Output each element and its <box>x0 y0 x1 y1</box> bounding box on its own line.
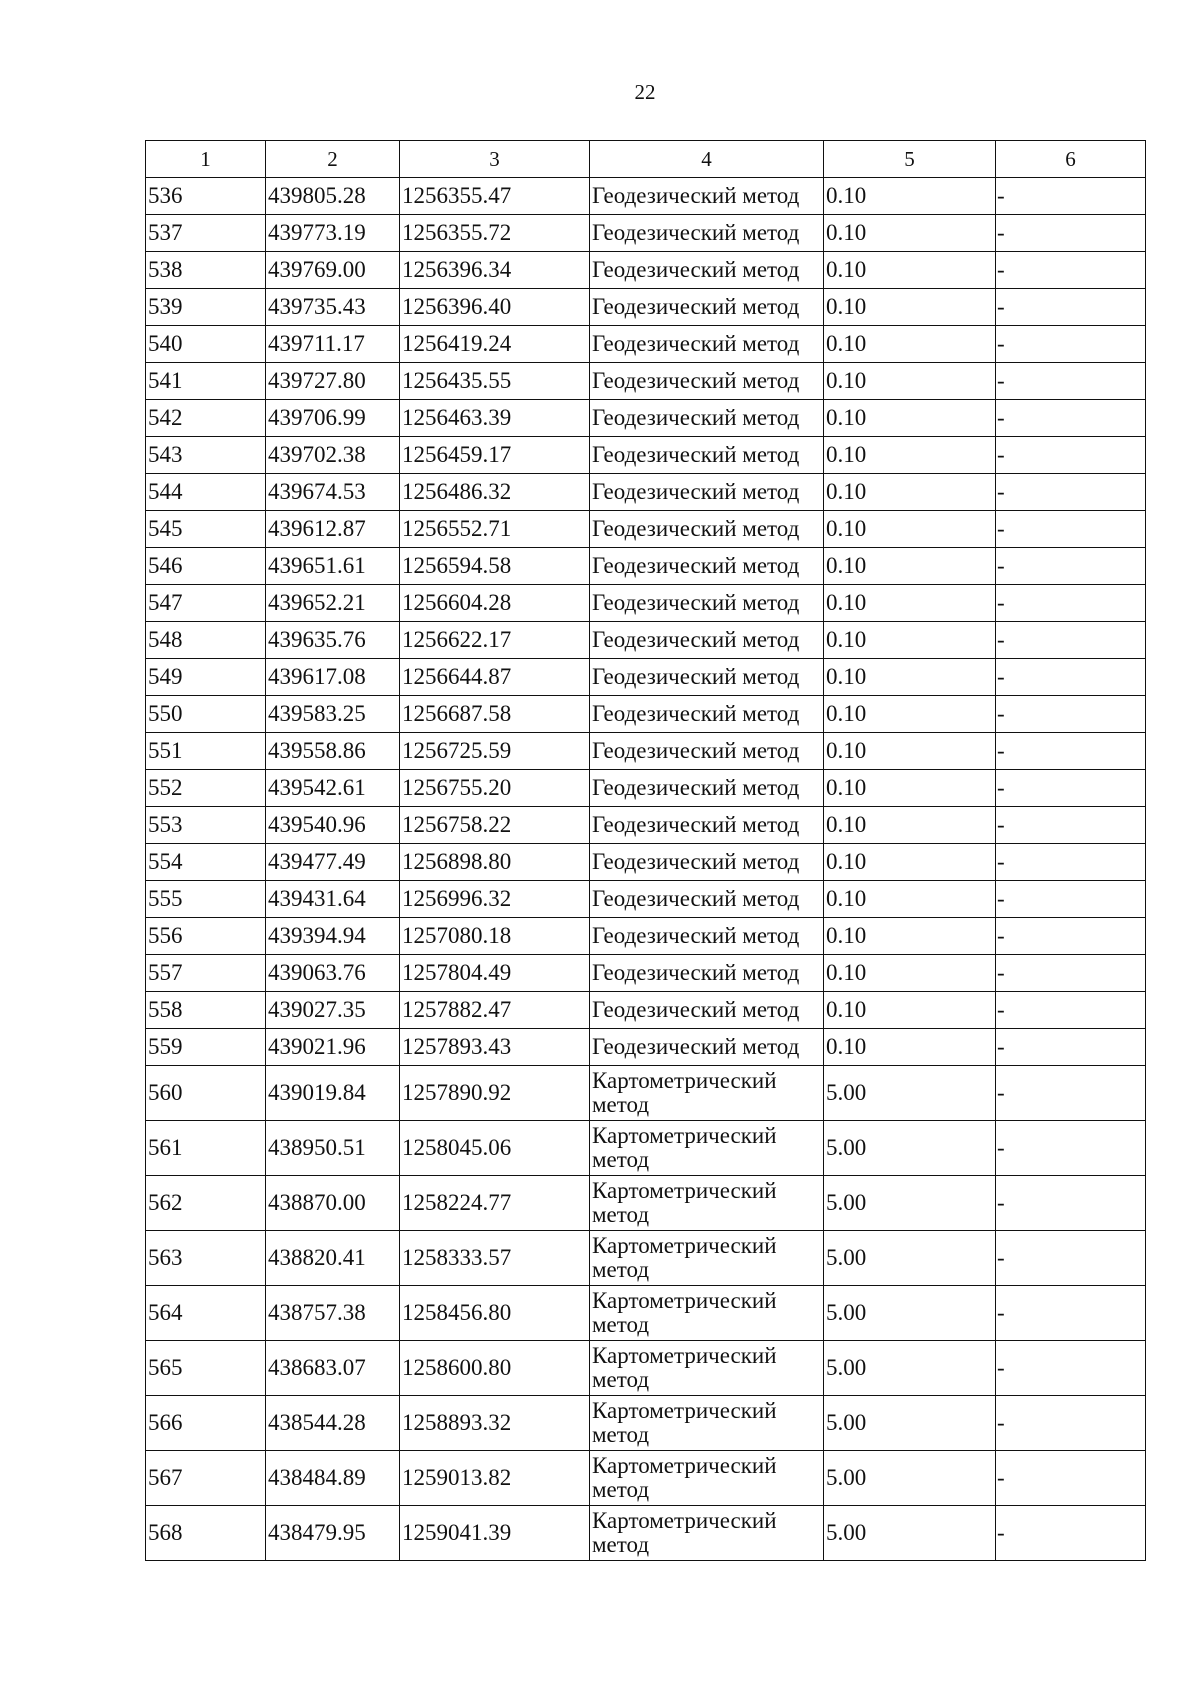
accuracy-cell: 0.10 <box>824 696 996 733</box>
method-cell: Геодезический метод <box>590 585 824 622</box>
accuracy-cell: 5.00 <box>824 1176 996 1231</box>
accuracy-cell: 5.00 <box>824 1341 996 1396</box>
y-coordinate-cell: 1257804.49 <box>400 955 590 992</box>
column-header-3: 3 <box>400 141 590 178</box>
y-coordinate-cell: 1256898.80 <box>400 844 590 881</box>
y-coordinate-cell: 1258045.06 <box>400 1121 590 1176</box>
x-coordinate-cell: 439711.17 <box>266 326 400 363</box>
method-cell: Геодезический метод <box>590 955 824 992</box>
x-coordinate-cell: 439583.25 <box>266 696 400 733</box>
point-number-cell: 565 <box>146 1341 266 1396</box>
accuracy-cell: 5.00 <box>824 1396 996 1451</box>
x-coordinate-cell: 438757.38 <box>266 1286 400 1341</box>
y-coordinate-cell: 1256644.87 <box>400 659 590 696</box>
point-number-cell: 563 <box>146 1231 266 1286</box>
y-coordinate-cell: 1257893.43 <box>400 1029 590 1066</box>
y-coordinate-cell: 1258333.57 <box>400 1231 590 1286</box>
method-cell: Картометрический метод <box>590 1231 824 1286</box>
table-row <box>146 437 1146 474</box>
accuracy-cell: 0.10 <box>824 659 996 696</box>
description-cell: - <box>996 1451 1146 1506</box>
x-coordinate-cell: 439805.28 <box>266 178 400 215</box>
accuracy-cell: 0.10 <box>824 622 996 659</box>
y-coordinate-cell: 1256604.28 <box>400 585 590 622</box>
y-coordinate-cell: 1256396.34 <box>400 252 590 289</box>
x-coordinate-cell: 439477.49 <box>266 844 400 881</box>
description-cell: - <box>996 918 1146 955</box>
accuracy-cell: 0.10 <box>824 992 996 1029</box>
table-row <box>146 548 1146 585</box>
accuracy-cell: 5.00 <box>824 1286 996 1341</box>
x-coordinate-cell: 439635.76 <box>266 622 400 659</box>
accuracy-cell: 5.00 <box>824 1506 996 1561</box>
method-cell: Картометрический метод <box>590 1451 824 1506</box>
method-cell: Геодезический метод <box>590 178 824 215</box>
point-number-cell: 557 <box>146 955 266 992</box>
y-coordinate-cell: 1256622.17 <box>400 622 590 659</box>
table-row <box>146 622 1146 659</box>
x-coordinate-cell: 439652.21 <box>266 585 400 622</box>
accuracy-cell: 0.10 <box>824 881 996 918</box>
table-row <box>146 1396 1146 1451</box>
table-row <box>146 918 1146 955</box>
accuracy-cell: 0.10 <box>824 178 996 215</box>
method-cell: Геодезический метод <box>590 696 824 733</box>
point-number-cell: 545 <box>146 511 266 548</box>
method-cell: Картометрический метод <box>590 1286 824 1341</box>
y-coordinate-cell: 1256419.24 <box>400 326 590 363</box>
y-coordinate-cell: 1257882.47 <box>400 992 590 1029</box>
page-number: 22 <box>634 80 656 104</box>
table-row <box>146 585 1146 622</box>
point-number-cell: 567 <box>146 1451 266 1506</box>
description-cell: - <box>996 733 1146 770</box>
point-number-cell: 566 <box>146 1396 266 1451</box>
y-coordinate-cell: 1256435.55 <box>400 363 590 400</box>
point-number-cell: 544 <box>146 474 266 511</box>
table-row <box>146 474 1146 511</box>
y-coordinate-cell: 1256755.20 <box>400 770 590 807</box>
point-number-cell: 550 <box>146 696 266 733</box>
accuracy-cell: 0.10 <box>824 326 996 363</box>
description-cell: - <box>996 178 1146 215</box>
point-number-cell: 541 <box>146 363 266 400</box>
table-row <box>146 511 1146 548</box>
point-number-cell: 564 <box>146 1286 266 1341</box>
table-row <box>146 1121 1146 1176</box>
x-coordinate-cell: 439063.76 <box>266 955 400 992</box>
accuracy-cell: 0.10 <box>824 289 996 326</box>
method-cell: Геодезический метод <box>590 548 824 585</box>
x-coordinate-cell: 439773.19 <box>266 215 400 252</box>
x-coordinate-cell: 439674.53 <box>266 474 400 511</box>
accuracy-cell: 0.10 <box>824 770 996 807</box>
point-number-cell: 548 <box>146 622 266 659</box>
description-cell: - <box>996 252 1146 289</box>
accuracy-cell: 0.10 <box>824 548 996 585</box>
description-cell: - <box>996 622 1146 659</box>
table-row <box>146 215 1146 252</box>
x-coordinate-cell: 438870.00 <box>266 1176 400 1231</box>
description-cell: - <box>996 955 1146 992</box>
table-row <box>146 1231 1146 1286</box>
point-number-cell: 552 <box>146 770 266 807</box>
accuracy-cell: 5.00 <box>824 1121 996 1176</box>
table-row <box>146 1506 1146 1561</box>
point-number-cell: 540 <box>146 326 266 363</box>
y-coordinate-cell: 1256594.58 <box>400 548 590 585</box>
method-cell: Геодезический метод <box>590 918 824 955</box>
x-coordinate-cell: 439027.35 <box>266 992 400 1029</box>
y-coordinate-cell: 1256725.59 <box>400 733 590 770</box>
table-row <box>146 400 1146 437</box>
x-coordinate-cell: 439431.64 <box>266 881 400 918</box>
description-cell: - <box>996 511 1146 548</box>
y-coordinate-cell: 1256463.39 <box>400 400 590 437</box>
y-coordinate-cell: 1258600.80 <box>400 1341 590 1396</box>
x-coordinate-cell: 438950.51 <box>266 1121 400 1176</box>
accuracy-cell: 0.10 <box>824 585 996 622</box>
method-cell: Геодезический метод <box>590 252 824 289</box>
point-number-cell: 560 <box>146 1066 266 1121</box>
point-number-cell: 556 <box>146 918 266 955</box>
point-number-cell: 551 <box>146 733 266 770</box>
method-cell: Геодезический метод <box>590 807 824 844</box>
description-cell: - <box>996 659 1146 696</box>
method-cell: Геодезический метод <box>590 992 824 1029</box>
y-coordinate-cell: 1258224.77 <box>400 1176 590 1231</box>
accuracy-cell: 0.10 <box>824 363 996 400</box>
x-coordinate-cell: 439617.08 <box>266 659 400 696</box>
table-row <box>146 1029 1146 1066</box>
description-cell: - <box>996 363 1146 400</box>
point-number-cell: 547 <box>146 585 266 622</box>
y-coordinate-cell: 1256459.17 <box>400 437 590 474</box>
table-row <box>146 289 1146 326</box>
x-coordinate-cell: 439769.00 <box>266 252 400 289</box>
point-number-cell: 537 <box>146 215 266 252</box>
method-cell: Картометрический метод <box>590 1121 824 1176</box>
point-number-cell: 546 <box>146 548 266 585</box>
x-coordinate-cell: 438683.07 <box>266 1341 400 1396</box>
point-number-cell: 554 <box>146 844 266 881</box>
column-header-4: 4 <box>590 141 824 178</box>
point-number-cell: 562 <box>146 1176 266 1231</box>
column-header-6: 6 <box>996 141 1146 178</box>
point-number-cell: 536 <box>146 178 266 215</box>
y-coordinate-cell: 1259041.39 <box>400 1506 590 1561</box>
description-cell: - <box>996 770 1146 807</box>
x-coordinate-cell: 439019.84 <box>266 1066 400 1121</box>
description-cell: - <box>996 1176 1146 1231</box>
method-cell: Геодезический метод <box>590 474 824 511</box>
accuracy-cell: 0.10 <box>824 844 996 881</box>
table-row <box>146 326 1146 363</box>
method-cell: Картометрический метод <box>590 1066 824 1121</box>
y-coordinate-cell: 1256355.47 <box>400 178 590 215</box>
point-number-cell: 559 <box>146 1029 266 1066</box>
description-cell: - <box>996 1121 1146 1176</box>
y-coordinate-cell: 1258893.32 <box>400 1396 590 1451</box>
x-coordinate-cell: 438544.28 <box>266 1396 400 1451</box>
y-coordinate-cell: 1257890.92 <box>400 1066 590 1121</box>
accuracy-cell: 0.10 <box>824 215 996 252</box>
y-coordinate-cell: 1259013.82 <box>400 1451 590 1506</box>
description-cell: - <box>996 215 1146 252</box>
accuracy-cell: 0.10 <box>824 437 996 474</box>
column-header-2: 2 <box>266 141 400 178</box>
table-row <box>146 1176 1146 1231</box>
point-number-cell: 539 <box>146 289 266 326</box>
accuracy-cell: 0.10 <box>824 474 996 511</box>
table-row <box>146 696 1146 733</box>
column-header-1: 1 <box>146 141 266 178</box>
x-coordinate-cell: 439558.86 <box>266 733 400 770</box>
method-cell: Геодезический метод <box>590 363 824 400</box>
table-row <box>146 881 1146 918</box>
x-coordinate-cell: 439702.38 <box>266 437 400 474</box>
table-row <box>146 844 1146 881</box>
point-number-cell: 568 <box>146 1506 266 1561</box>
description-cell: - <box>996 437 1146 474</box>
x-coordinate-cell: 439727.80 <box>266 363 400 400</box>
accuracy-cell: 5.00 <box>824 1451 996 1506</box>
y-coordinate-cell: 1256996.32 <box>400 881 590 918</box>
description-cell: - <box>996 548 1146 585</box>
x-coordinate-cell: 439612.87 <box>266 511 400 548</box>
x-coordinate-cell: 439394.94 <box>266 918 400 955</box>
accuracy-cell: 0.10 <box>824 807 996 844</box>
description-cell: - <box>996 585 1146 622</box>
description-cell: - <box>996 1066 1146 1121</box>
accuracy-cell: 0.10 <box>824 918 996 955</box>
y-coordinate-cell: 1257080.18 <box>400 918 590 955</box>
x-coordinate-cell: 439542.61 <box>266 770 400 807</box>
y-coordinate-cell: 1258456.80 <box>400 1286 590 1341</box>
accuracy-cell: 0.10 <box>824 955 996 992</box>
table-row <box>146 733 1146 770</box>
y-coordinate-cell: 1256687.58 <box>400 696 590 733</box>
method-cell: Геодезический метод <box>590 770 824 807</box>
table-row <box>146 1286 1146 1341</box>
description-cell: - <box>996 844 1146 881</box>
table-row <box>146 955 1146 992</box>
description-cell: - <box>996 1396 1146 1451</box>
description-cell: - <box>996 1231 1146 1286</box>
point-number-cell: 549 <box>146 659 266 696</box>
method-cell: Геодезический метод <box>590 659 824 696</box>
coordinates-table <box>145 140 1146 1561</box>
method-cell: Картометрический метод <box>590 1341 824 1396</box>
description-cell: - <box>996 807 1146 844</box>
point-number-cell: 555 <box>146 881 266 918</box>
description-cell: - <box>996 696 1146 733</box>
method-cell: Геодезический метод <box>590 400 824 437</box>
method-cell: Геодезический метод <box>590 733 824 770</box>
point-number-cell: 543 <box>146 437 266 474</box>
method-cell: Геодезический метод <box>590 326 824 363</box>
y-coordinate-cell: 1256758.22 <box>400 807 590 844</box>
method-cell: Геодезический метод <box>590 881 824 918</box>
x-coordinate-cell: 439706.99 <box>266 400 400 437</box>
table-row <box>146 770 1146 807</box>
method-cell: Геодезический метод <box>590 1029 824 1066</box>
y-coordinate-cell: 1256396.40 <box>400 289 590 326</box>
table-row <box>146 1341 1146 1396</box>
description-cell: - <box>996 326 1146 363</box>
method-cell: Геодезический метод <box>590 844 824 881</box>
y-coordinate-cell: 1256355.72 <box>400 215 590 252</box>
accuracy-cell: 0.10 <box>824 252 996 289</box>
accuracy-cell: 0.10 <box>824 1029 996 1066</box>
description-cell: - <box>996 474 1146 511</box>
table-row <box>146 1451 1146 1506</box>
method-cell: Геодезический метод <box>590 511 824 548</box>
description-cell: - <box>996 992 1146 1029</box>
table-row <box>146 1066 1146 1121</box>
method-cell: Картометрический метод <box>590 1176 824 1231</box>
y-coordinate-cell: 1256486.32 <box>400 474 590 511</box>
method-cell: Картометрический метод <box>590 1506 824 1561</box>
accuracy-cell: 0.10 <box>824 511 996 548</box>
x-coordinate-cell: 439651.61 <box>266 548 400 585</box>
point-number-cell: 553 <box>146 807 266 844</box>
description-cell: - <box>996 1286 1146 1341</box>
description-cell: - <box>996 1341 1146 1396</box>
x-coordinate-cell: 438479.95 <box>266 1506 400 1561</box>
x-coordinate-cell: 439735.43 <box>266 289 400 326</box>
x-coordinate-cell: 438484.89 <box>266 1451 400 1506</box>
point-number-cell: 538 <box>146 252 266 289</box>
method-cell: Геодезический метод <box>590 215 824 252</box>
table-row <box>146 992 1146 1029</box>
x-coordinate-cell: 438820.41 <box>266 1231 400 1286</box>
accuracy-cell: 0.10 <box>824 733 996 770</box>
method-cell: Геодезический метод <box>590 622 824 659</box>
column-header-5: 5 <box>824 141 996 178</box>
x-coordinate-cell: 439540.96 <box>266 807 400 844</box>
point-number-cell: 558 <box>146 992 266 1029</box>
accuracy-cell: 0.10 <box>824 400 996 437</box>
method-cell: Геодезический метод <box>590 437 824 474</box>
table-header <box>146 141 1146 178</box>
table-row <box>146 178 1146 215</box>
y-coordinate-cell: 1256552.71 <box>400 511 590 548</box>
accuracy-cell: 5.00 <box>824 1066 996 1121</box>
accuracy-cell: 5.00 <box>824 1231 996 1286</box>
method-cell: Картометрический метод <box>590 1396 824 1451</box>
table-row <box>146 363 1146 400</box>
header-row <box>146 141 1146 178</box>
method-cell: Геодезический метод <box>590 289 824 326</box>
point-number-cell: 561 <box>146 1121 266 1176</box>
x-coordinate-cell: 439021.96 <box>266 1029 400 1066</box>
table-body <box>146 178 1146 1561</box>
description-cell: - <box>996 400 1146 437</box>
description-cell: - <box>996 881 1146 918</box>
point-number-cell: 542 <box>146 400 266 437</box>
description-cell: - <box>996 1029 1146 1066</box>
table-row <box>146 252 1146 289</box>
table-row <box>146 659 1146 696</box>
description-cell: - <box>996 1506 1146 1561</box>
table-row <box>146 807 1146 844</box>
description-cell: - <box>996 289 1146 326</box>
